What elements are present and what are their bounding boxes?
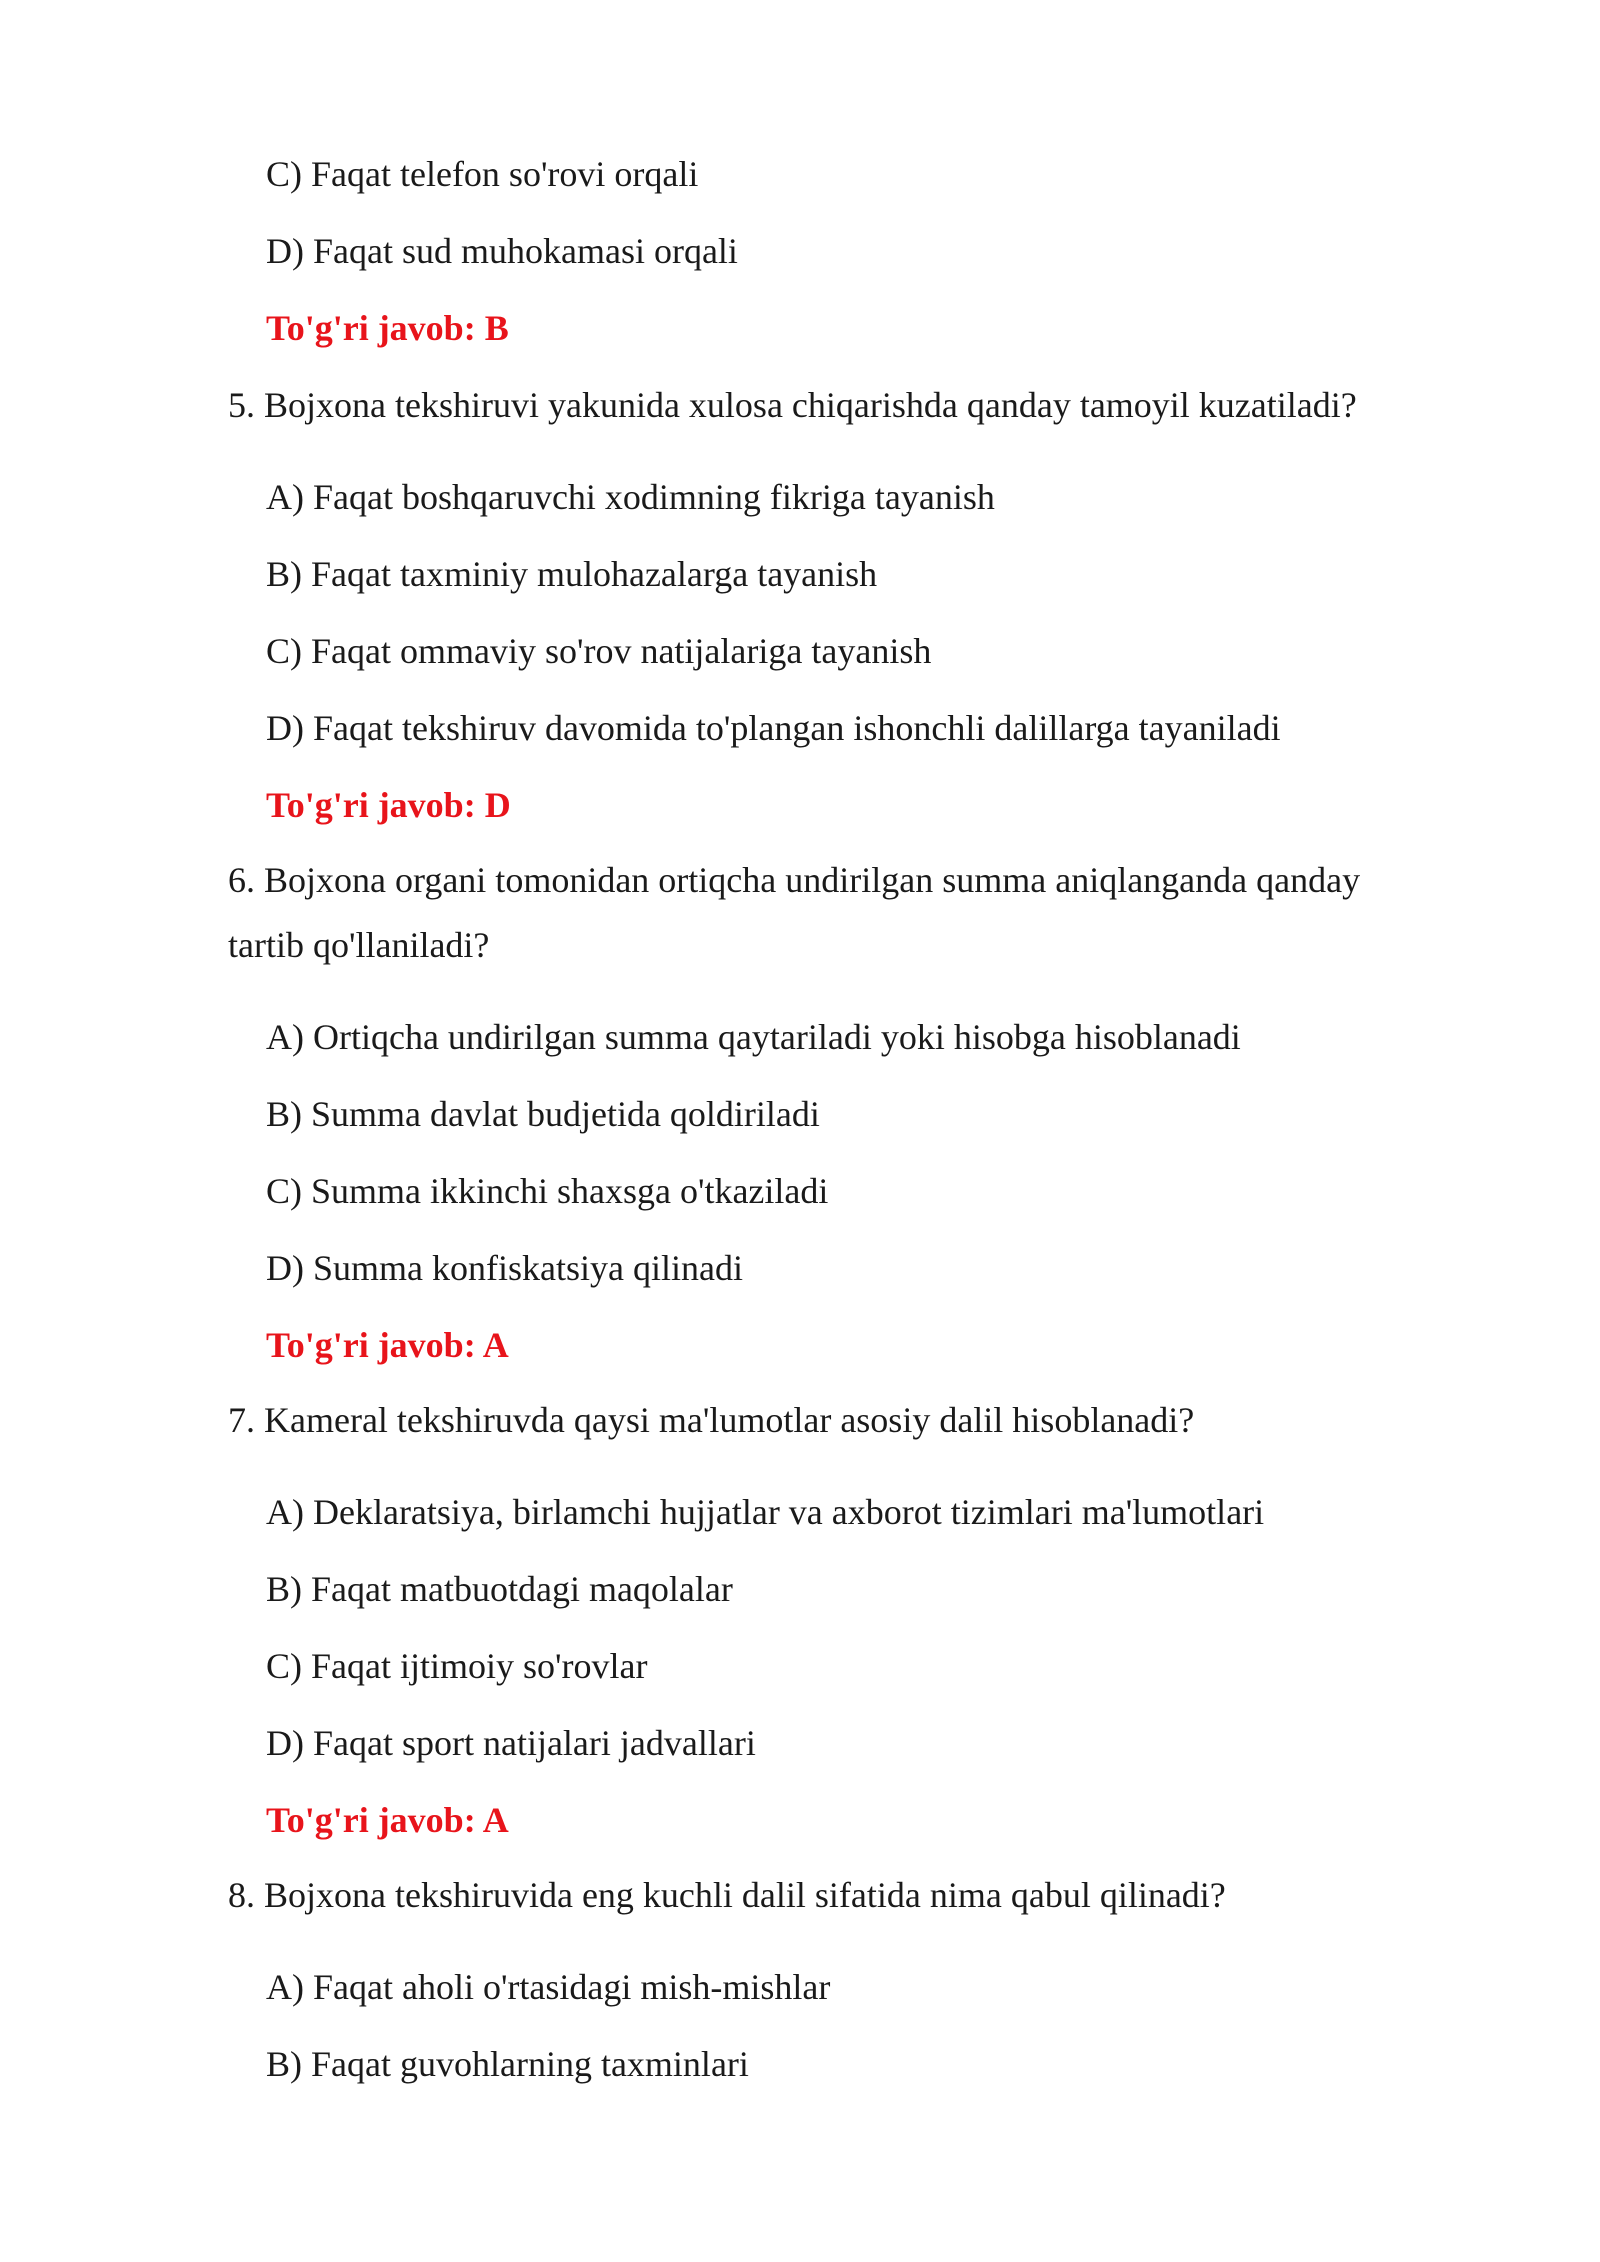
q6-option-c: C) Summa ikkinchi shaxsga o'tkaziladi [266, 1171, 829, 1211]
q6-option-d: D) Summa konfiskatsiya qilinadi [266, 1248, 743, 1288]
q4-correct-answer: To'g'ri javob: B [266, 308, 509, 348]
q7-option-b: B) Faqat matbuotdagi maqolalar [266, 1569, 733, 1609]
q7-option-d: D) Faqat sport natijalari jadvallari [266, 1723, 756, 1763]
question-5: 5. Bojxona tekshiruvi yakunida xulosa chiqarishda qanday tamoyil kuzatiladi? [228, 385, 1357, 425]
q6-correct-answer: To'g'ri javob: A [266, 1325, 509, 1365]
question-6-line-2: tartib qo'llaniladi? [228, 925, 490, 965]
q6-option-b: B) Summa davlat budjetida qoldiriladi [266, 1094, 820, 1134]
q5-option-b: B) Faqat taxminiy mulohazalarga tayanish [266, 554, 878, 594]
q5-option-a: A) Faqat boshqaruvchi xodimning fikriga tayanish [266, 477, 995, 517]
q8-option-b: B) Faqat guvohlarning taxminlari [266, 2044, 749, 2084]
q6-option-a: A) Ortiqcha undirilgan summa qaytariladi yoki hisobga hisoblanadi [266, 1017, 1241, 1057]
q7-option-a: A) Deklaratsiya, birlamchi hujjatlar va axborot tizimlari ma'lumotlari [266, 1492, 1265, 1532]
question-6-line-1: 6. Bojxona organi tomonidan ortiqcha undirilgan summa aniqlanganda qanday [228, 860, 1361, 900]
q4-option-d: D) Faqat sud muhokamasi orqali [266, 231, 738, 271]
q5-option-c: C) Faqat ommaviy so'rov natijalariga tayanish [266, 631, 932, 671]
q5-option-d: D) Faqat tekshiruv davomida to'plangan ishonchli dalillarga tayaniladi [266, 708, 1281, 748]
q7-option-c: C) Faqat ijtimoiy so'rovlar [266, 1646, 648, 1686]
question-8: 8. Bojxona tekshiruvida eng kuchli dalil sifatida nima qabul qilinadi? [228, 1875, 1226, 1915]
q7-correct-answer: To'g'ri javob: A [266, 1800, 509, 1840]
q4-option-c: C) Faqat telefon so'rovi orqali [266, 154, 699, 194]
question-7: 7. Kameral tekshiruvda qaysi ma'lumotlar asosiy dalil hisoblanadi? [228, 1400, 1195, 1440]
q8-option-a: A) Faqat aholi o'rtasidagi mish-mishlar [266, 1967, 831, 2007]
q5-correct-answer: To'g'ri javob: D [266, 785, 511, 825]
